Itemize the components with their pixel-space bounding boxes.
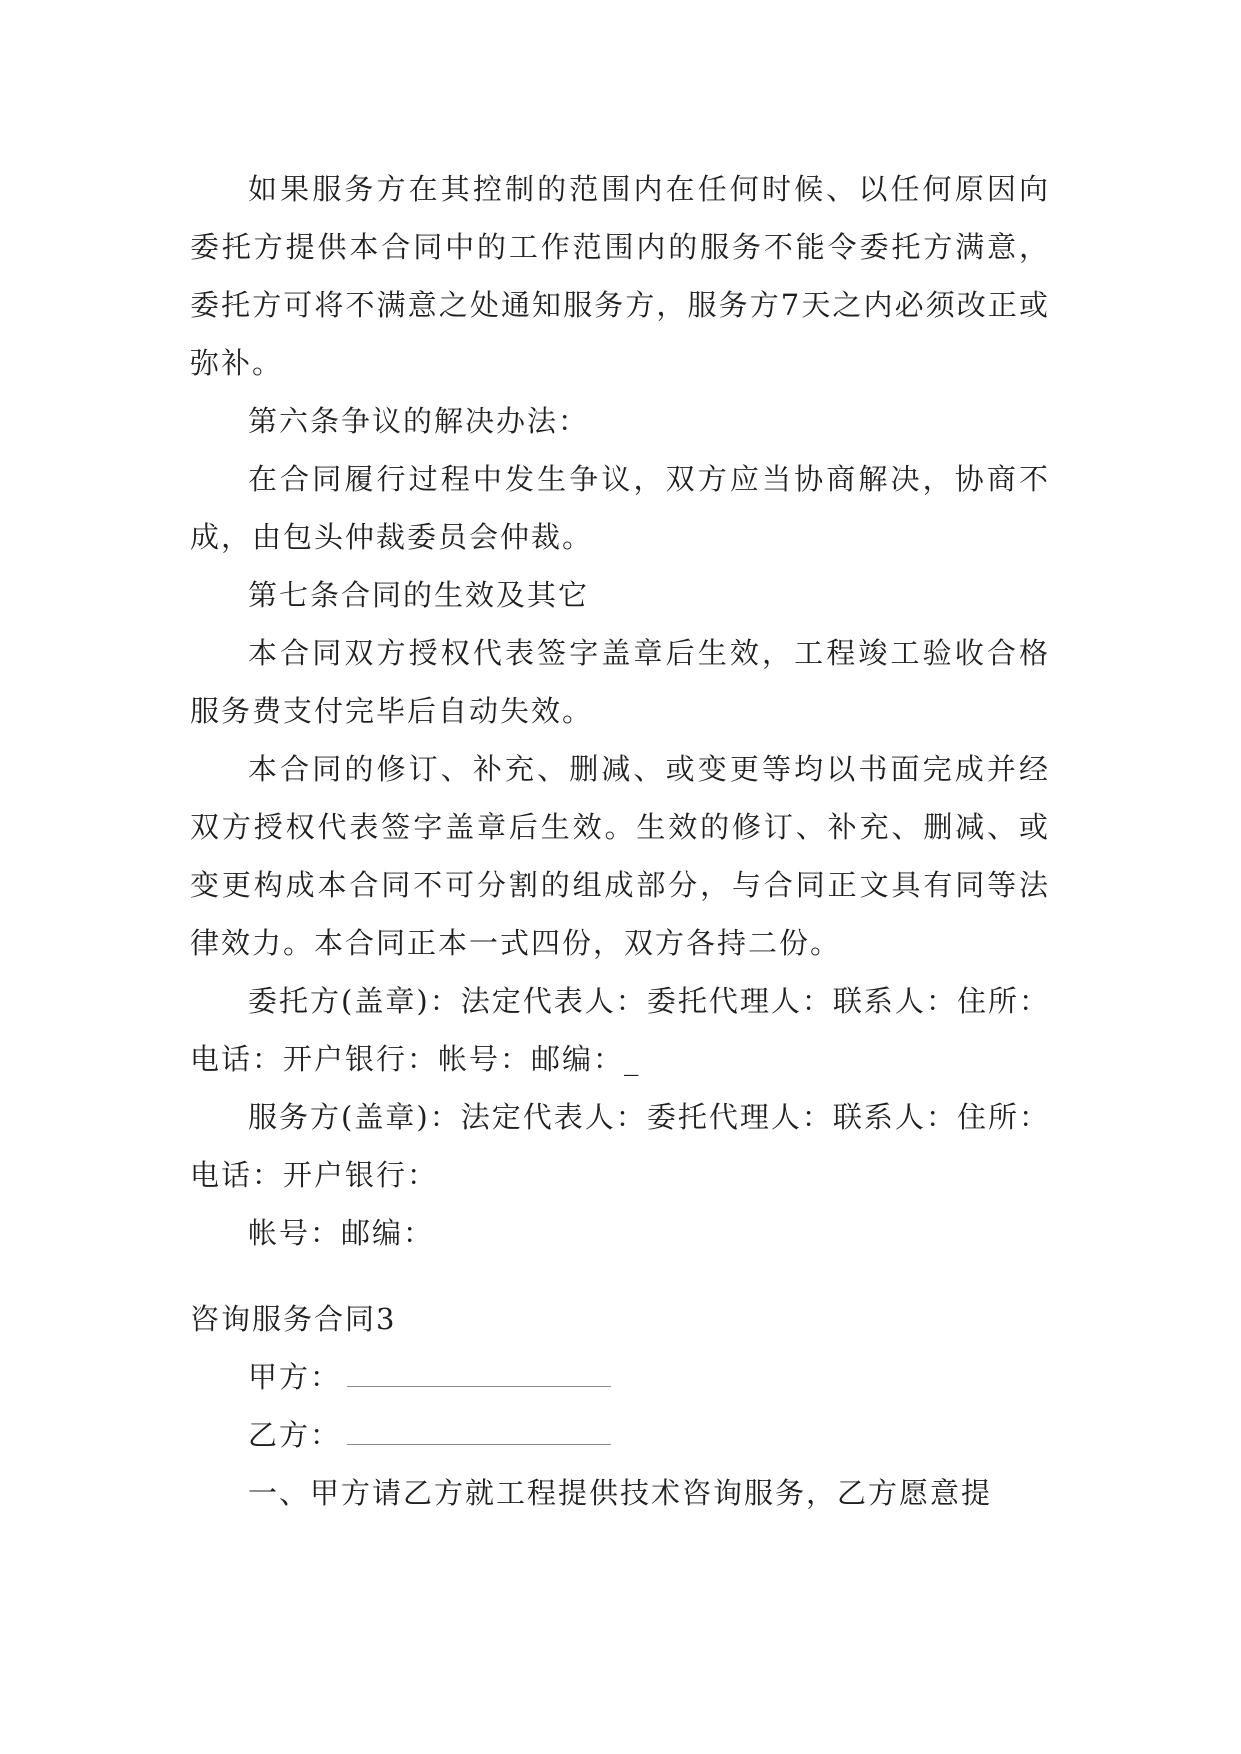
party-a-label: 甲方： bbox=[248, 1360, 342, 1394]
party-a-blank bbox=[347, 1362, 611, 1387]
paragraph-article-seven-heading: 第七条合同的生效及其它 bbox=[248, 578, 590, 612]
paragraph-consulting-request: 一、甲方请乙方就工程提供技术咨询服务，乙方愿意提 bbox=[248, 1476, 993, 1510]
document-body bbox=[190, 160, 1050, 1522]
paragraph-client-signature: 委托方(盖章)：法定代表人：委托代理人：联系人：住所：电话：开户银行：帐号：邮编：_ bbox=[190, 984, 1050, 1076]
paragraph-service-satisfaction: 如果服务方在其控制的范围内在任何时候、以任何原因向委托方提供本合同中的工作范围内的服务不能令委托方满意，委托方可将不满意之处通知服务方，服务方7天之内必须改正或弥补。 bbox=[190, 172, 1050, 380]
party-b-label: 乙方： bbox=[248, 1418, 342, 1452]
paragraph-effectiveness: 本合同双方授权代表签字盖章后生效，工程竣工验收合格服务费支付完毕后自动失效。 bbox=[190, 636, 1050, 728]
party-b-line bbox=[190, 1406, 1050, 1464]
section-title: 咨询服务合同3 bbox=[190, 1302, 397, 1336]
paragraph-dispute-resolution: 在合同履行过程中发生争议，双方应当协商解决，协商不成，由包头仲裁委员会仲裁。 bbox=[190, 462, 1050, 554]
paragraph-provider-signature: 服务方(盖章)：法定代表人：委托代理人：联系人：住所：电话：开户银行： bbox=[190, 1100, 1050, 1192]
paragraph-provider-account: 帐号：邮编： bbox=[248, 1216, 435, 1250]
paragraph-article-six-heading: 第六条争议的解决办法： bbox=[248, 404, 590, 438]
party-a-line bbox=[190, 1348, 1050, 1406]
paragraph-amendments: 本合同的修订、补充、删减、或变更等均以书面完成并经双方授权代表签字盖章后生效。生效的修订、补充、删减、或变更构成本合同不可分割的组成部分，与合同正文具有同等法律效力。本合同正本一式四份，双方各持二份。 bbox=[190, 752, 1050, 960]
party-b-blank bbox=[347, 1420, 611, 1445]
